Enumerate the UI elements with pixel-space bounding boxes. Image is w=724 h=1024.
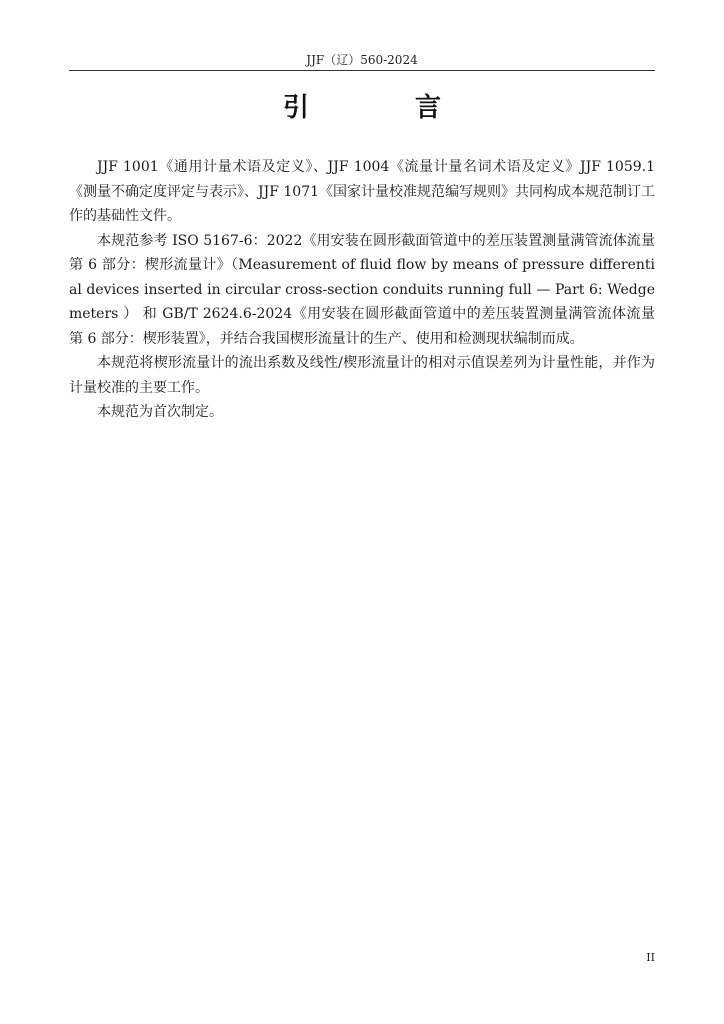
paragraph-3: 本规范将楔形流量计的流出系数及线性/楔形流量计的相对示值误差列为计量性能，并作为计量校准的主要工作。 (69, 355, 655, 396)
page-number: II (646, 951, 655, 964)
paragraph-1: JJF 1001《通用计量术语及定义》、JJF 1004《流量计量名词术语及定义》JJF 1059.1《测量不确定度评定与表示》、JJF 1071《国家计量校准规范编写规则》共同构成本规范制订工作的基础性文件。 (69, 159, 656, 224)
running-header: JJF（辽）560-2024 (306, 53, 418, 67)
body-text (69, 155, 655, 425)
section-title: 引 言 (282, 93, 481, 123)
header-divider (69, 70, 655, 71)
paragraph-4: 本规范为首次制定。 (97, 404, 223, 420)
paragraph-2: 本规范参考 ISO 5167-6：2022《用安装在圆形截面管道中的差压装置测量满管流体流量 第 6 部分：楔形流量计》（Measurement of fluid flow by means of pressure differential devices inserted in circular cross-section conduits running full — Part 6: Wedge meters ） 和 GB/T 2624.6-2024《用安装在圆形截面管道中的差压装置测量满管流体流量 第 6 部分：楔形装置》，并结合我国楔形流量计的生产、使用和检测现状编制而成。 (69, 232, 655, 347)
